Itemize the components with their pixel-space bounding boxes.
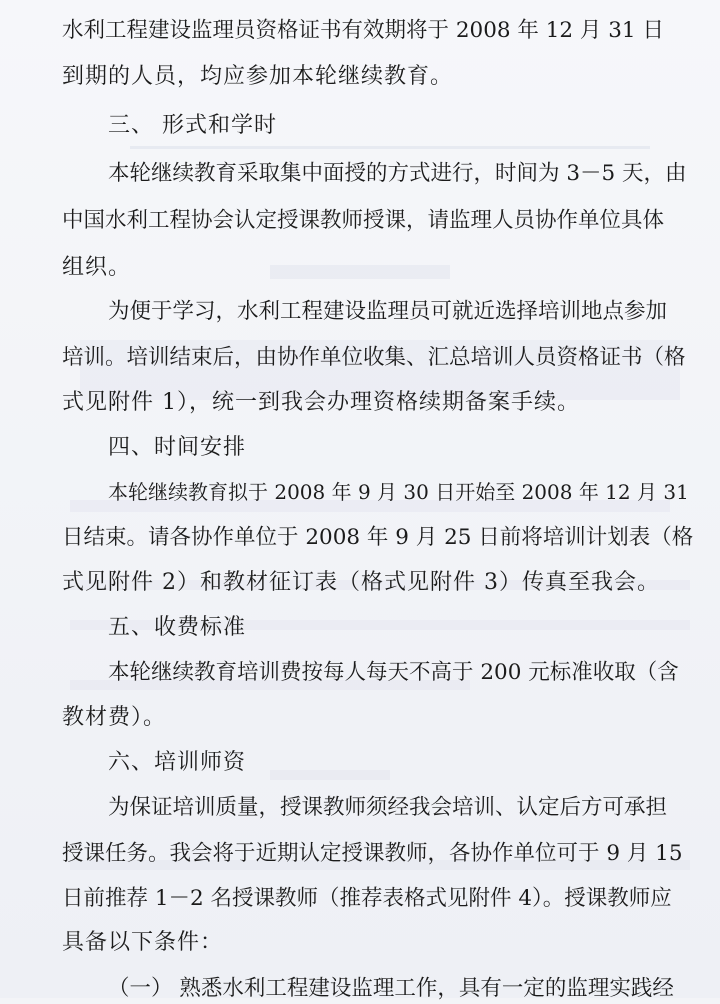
paragraph-line: 本轮继续教育培训费按每人每天不高于 200 元标准收取（含 (108, 660, 679, 685)
paragraph-line: 到期的人员，均应参加本轮继续教育。 (62, 64, 454, 89)
paragraph-line: 具备以下条件： (62, 930, 224, 955)
paragraph-line: 为便于学习，水利工程建设监理员可就近选择培训地点参加 (108, 299, 668, 324)
paragraph-line: 日前推荐 1－2 名授课教师（推荐表格式见附件 4）。授课教师应 (62, 886, 672, 911)
paragraph-line: 授课任务。我会将于近期认定授课教师，各协作单位可于 9 月 15 (62, 841, 683, 866)
paragraph-line: 为保证培训质量，授课教师须经我会培训、认定后方可承担 (108, 795, 668, 820)
paragraph-line: 培训。培训结束后，由协作单位收集、汇总培训人员资格证书（格 (62, 345, 686, 370)
section-heading: 四、时间安排 (108, 435, 247, 460)
paragraph-line: 中国水利工程协会认定授课教师授课，请监理人员协作单位具体 (62, 208, 665, 233)
section-heading: 三、 形式和学时 (108, 113, 277, 138)
paragraph-line: 水利工程建设监理员资格证书有效期将于 2008 年 12 月 31 日 (62, 18, 664, 43)
paragraph-line: 日结束。请各协作单位于 2008 年 9 月 25 日前将培训计划表（格 (62, 525, 694, 550)
section-heading: 五、收费标准 (108, 615, 247, 640)
paragraph-line: （一） 熟悉水利工程建设监理工作，具有一定的监理实践经 (108, 976, 674, 1001)
paragraph-line: 组织。 (62, 255, 132, 280)
paragraph-line: 式见附件 1），统一到我会办理资格续期备案手续。 (62, 390, 580, 415)
paragraph-line: 本轮继续教育拟于 2008 年 9 月 30 日开始至 2008 年 12 月 31 (108, 480, 689, 504)
paragraph-line: 教材费）。 (62, 705, 167, 730)
paragraph-line: 本轮继续教育采取集中面授的方式进行，时间为 3－5 天，由 (108, 161, 687, 186)
paragraph-line: 式见附件 2）和教材征订表（格式见附件 3）传真至我会。 (62, 570, 660, 595)
section-heading: 六、培训师资 (108, 750, 247, 775)
